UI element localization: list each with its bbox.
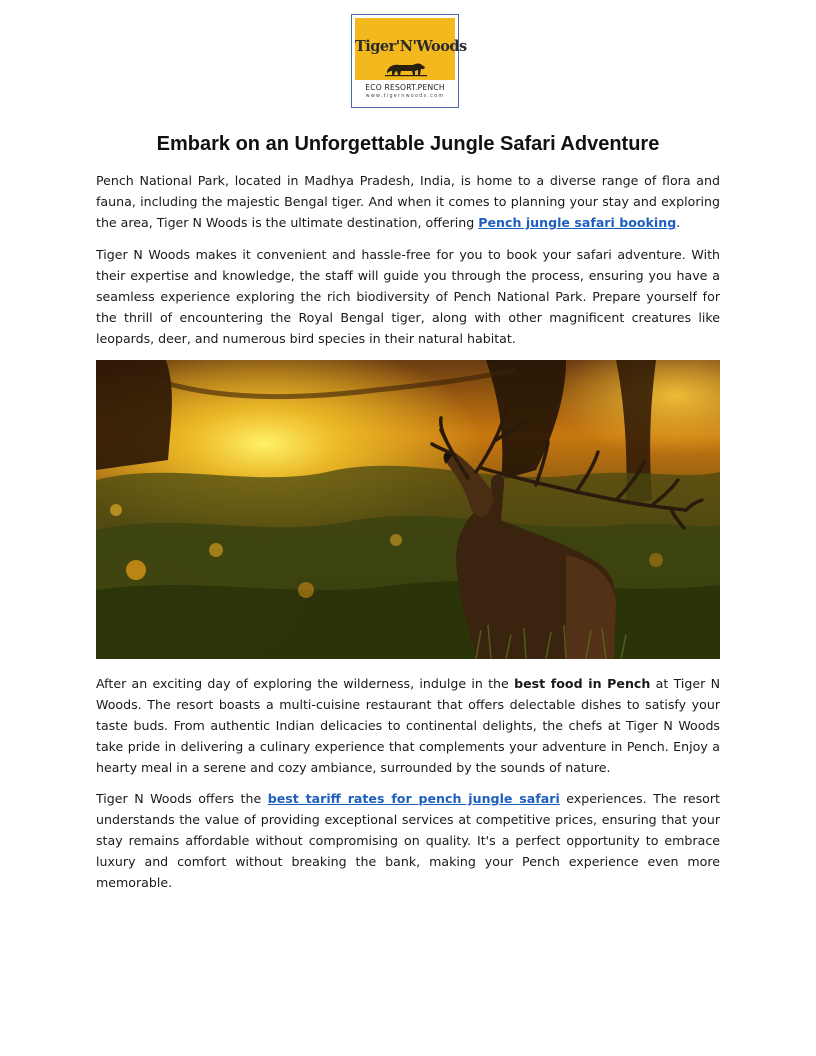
- deer-photo: [96, 360, 720, 659]
- booking-paragraph: Tiger N Woods makes it convenient and hassle-free for you to book your safari adventure. With their expertise and knowledge, the staff will guide you through the process, ensuring you have a seamless experience exploring the rich biodiversity of Pench National Park. Prepare yourself for the thrill of encountering the Royal Bengal tiger, along with other magnificent creatures like leopards, deer, and numerous bird species in their natural habitat.: [96, 247, 720, 346]
- intro-end: .: [676, 215, 681, 230]
- tiger-silhouette-icon: [385, 58, 427, 78]
- best-food-bold: best food in Pench: [514, 676, 651, 691]
- stag-roaring-image: [96, 360, 720, 659]
- resort-logo: [351, 14, 467, 108]
- logo-url: www.tigernwoods.com: [365, 94, 445, 99]
- logo-band: [355, 80, 455, 104]
- tariff-text-after: experiences. The resort understands the value of providing exceptional services at competitive prices, ensuring that your stay remains affordable without compromising on quality. It's a perfect opportunity to embrace luxury and comfort without breaking the bank, making your Pench experience even more memorable.: [96, 791, 720, 890]
- tariff-rates-link[interactable]: best tariff rates for pench jungle safari: [267, 791, 560, 806]
- safari-booking-link[interactable]: Pench jungle safari booking: [478, 215, 677, 230]
- intro-text: Pench National Park, located in Madhya Pradesh, India, is home to a diverse range of flora and fauna, including the majestic Bengal tiger. And when it comes to planning your stay and exploring the area, Tiger N Woods is the ultimate destination, offering: [96, 173, 720, 230]
- intro-paragraph: [96, 170, 720, 233]
- tariff-paragraph: [96, 788, 720, 893]
- logo-name: Tiger'N'Woods: [355, 38, 467, 55]
- food-text-after: at Tiger N Woods. The resort boasts a multi-cuisine restaurant that offers delectable dishes to satisfy your taste buds. From authentic Indian delicacies to continental delights, the chefs at Tiger N Woods take pride in delivering a culinary experience that complements your adventure in Pench. Enjoy a hearty meal in a serene and cozy ambiance, surrounded by the sounds of nature.: [96, 676, 720, 775]
- tariff-text-before: Tiger N Woods offers the: [96, 791, 268, 806]
- logo-badge: [355, 18, 467, 104]
- page-title: Embark on an Unforgettable Jungle Safari Adventure: [156, 133, 660, 155]
- logo-tagline: ECO RESORT.PENCH: [365, 83, 445, 92]
- food-paragraph: [96, 673, 720, 778]
- food-text-before: After an exciting day of exploring the wilderness, indulge in the: [96, 676, 515, 691]
